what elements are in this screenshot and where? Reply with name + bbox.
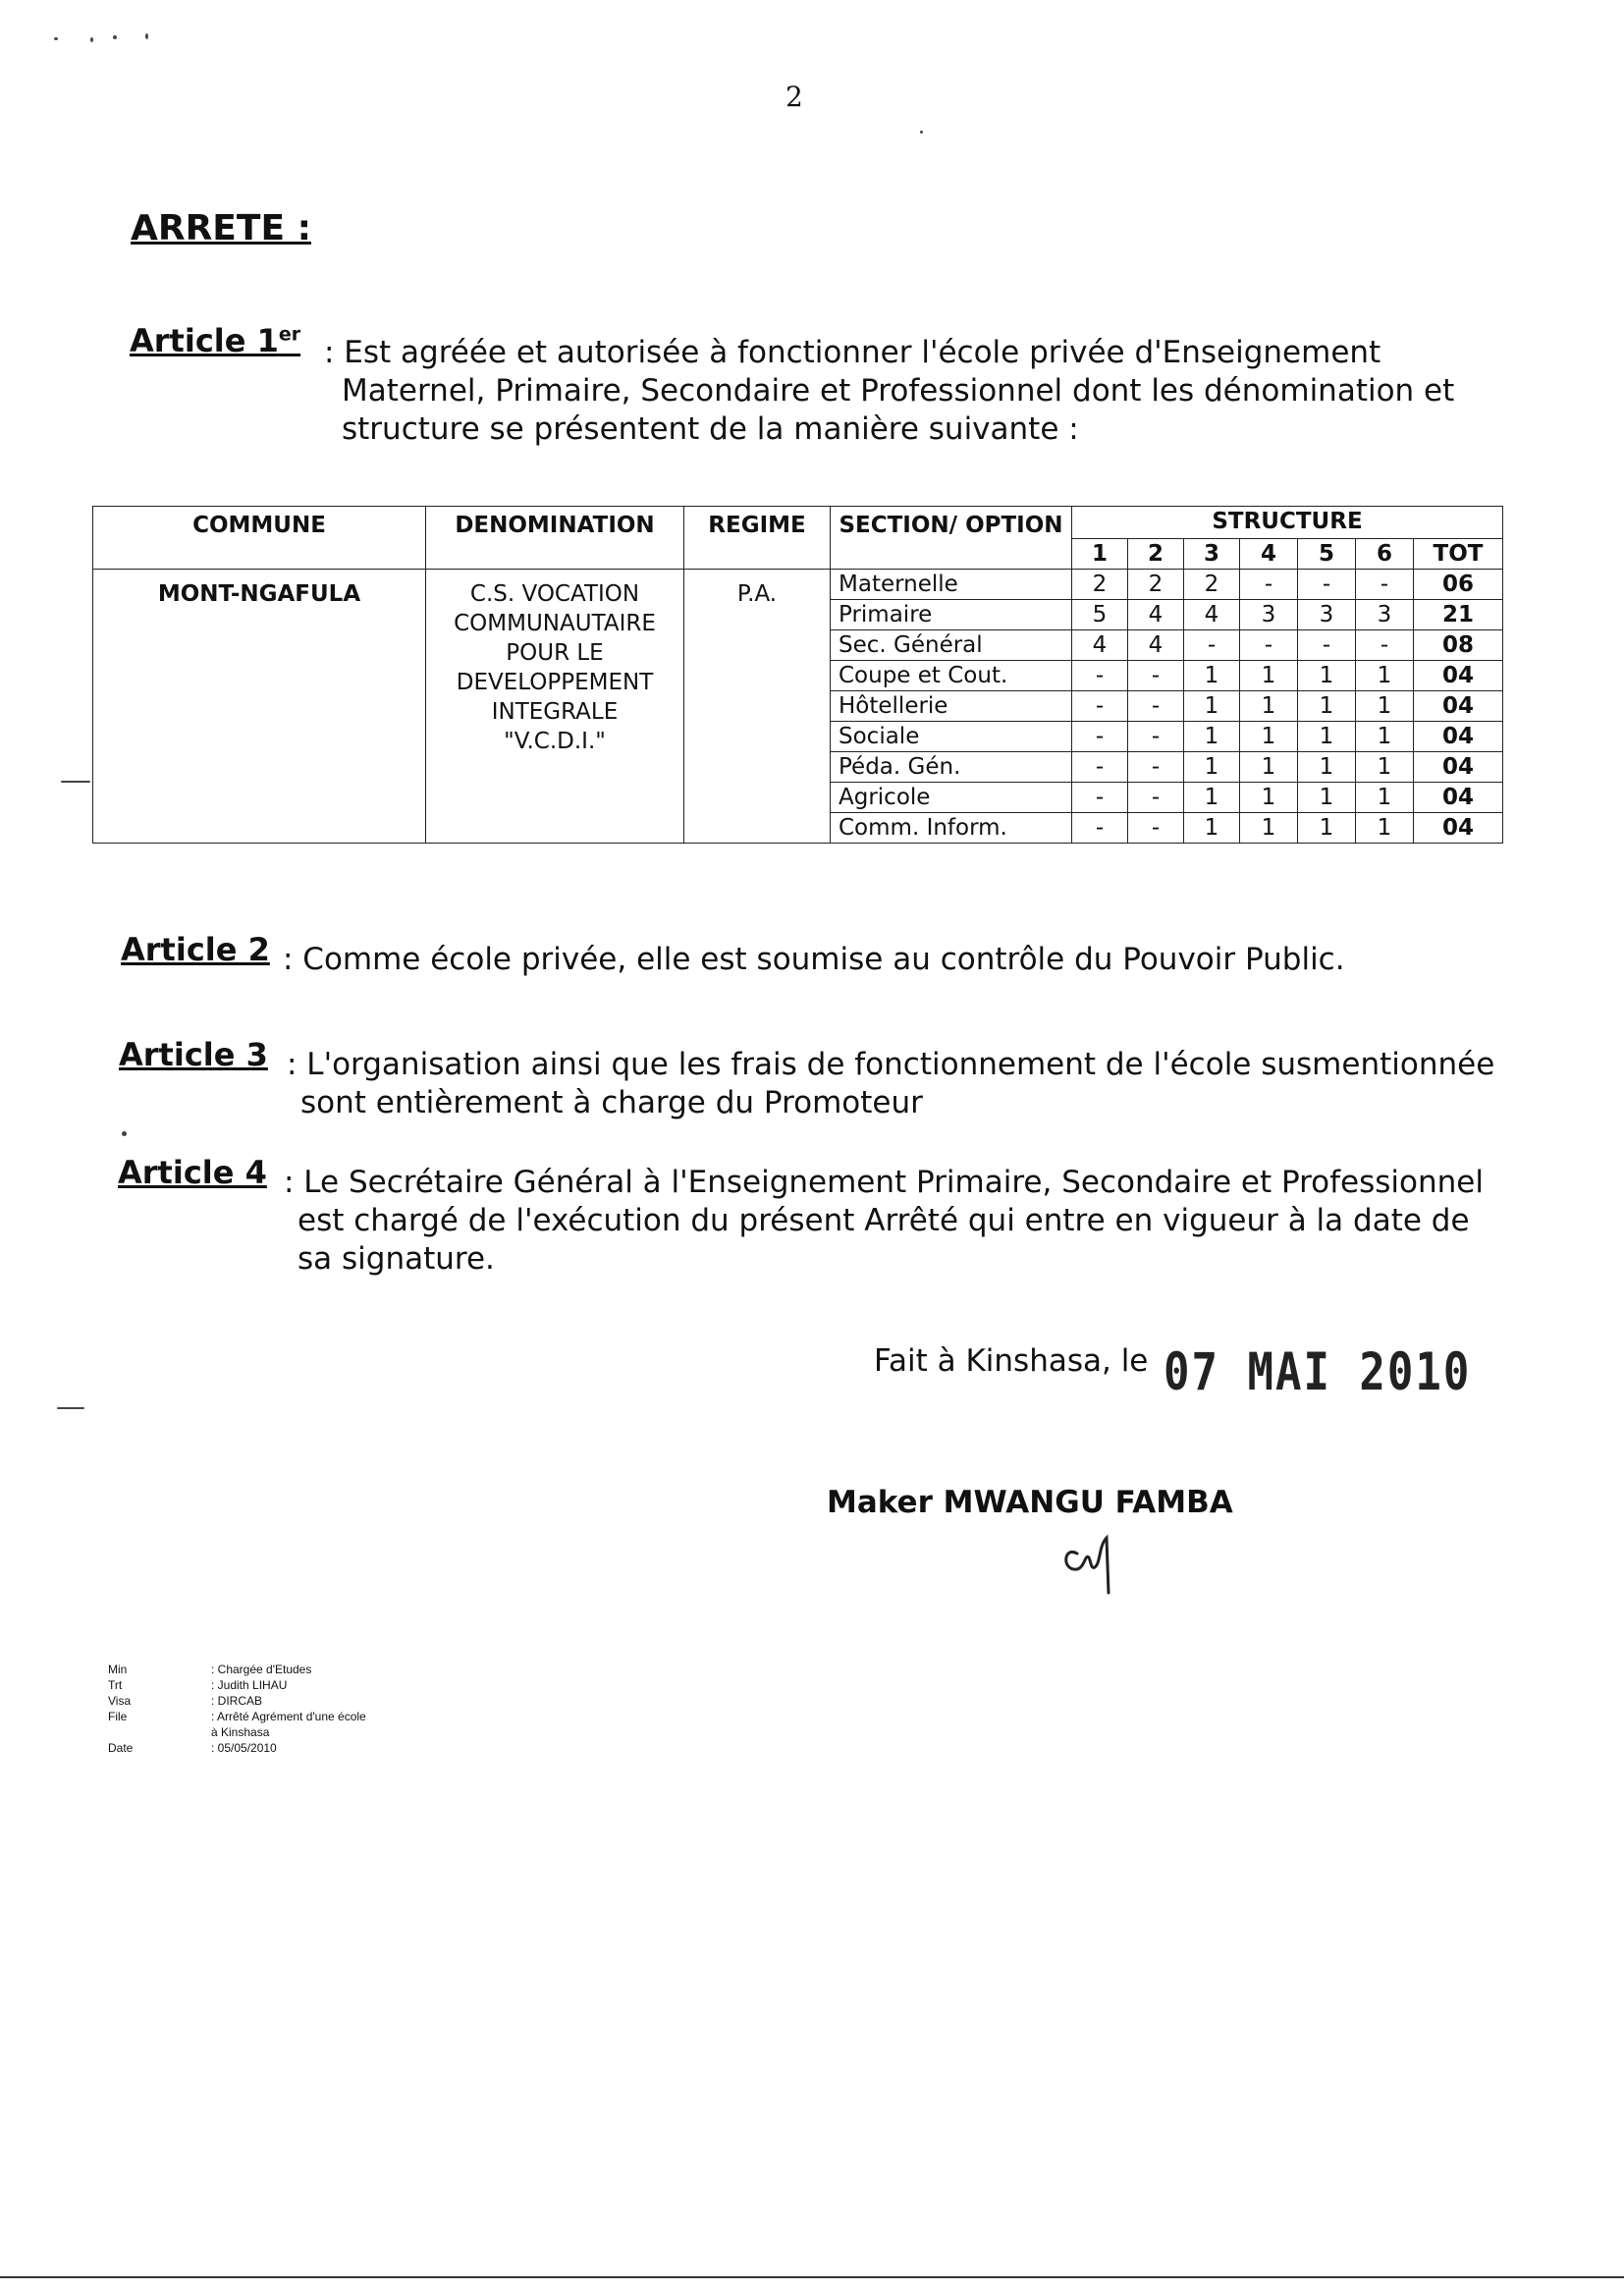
page-bottom-rule [0,2276,1624,2278]
cell-value: - [1128,783,1184,813]
article-3-label: Article 3 [119,1036,268,1073]
article-1-label [130,322,300,359]
cell-value: - [1128,691,1184,722]
scan-speck [113,35,117,39]
cell-value: 1 [1298,783,1356,813]
scan-speck [57,1407,84,1409]
cell-section: Coupe et Cout. [831,661,1072,691]
table-row [93,570,1503,600]
cell-value: 1 [1184,752,1240,783]
reference-key: Min [108,1663,128,1676]
cell-value: 1 [1356,752,1414,783]
cell-value: - [1240,570,1298,600]
cell-value: - [1072,813,1128,844]
cell-value: 1 [1240,691,1298,722]
denomination-line: "V.C.D.I." [504,729,606,754]
cell-value: 1 [1184,783,1240,813]
cell-value: 1 [1240,783,1298,813]
cell-value: 3 [1356,600,1414,630]
cell-value: 1 [1356,813,1414,844]
denomination-line: INTEGRALE [491,699,619,725]
cell-commune: MONT-NGAFULA [93,570,426,844]
article-1-label-text: Article 1 [130,322,279,359]
cell-section: Sociale [831,722,1072,752]
cell-total: 04 [1414,783,1503,813]
reference-row [108,1677,447,1693]
cell-value: 1 [1298,661,1356,691]
table-header-row [93,507,1503,539]
reference-value: : 05/05/2010 [211,1741,277,1755]
cell-value: - [1072,661,1128,691]
article-1-line: Maternel, Primaire, Secondaire et Professionnel dont les dénomination et [342,373,1455,409]
cell-value: 2 [1128,570,1184,600]
cell-value: 3 [1298,600,1356,630]
reference-value: : Judith LIHAU [211,1678,288,1692]
cell-value: 1 [1356,722,1414,752]
denomination-line: C.S. VOCATION [469,581,640,607]
cell-value: 1 [1298,722,1356,752]
article-2-text [283,941,1345,979]
cell-value: 1 [1184,813,1240,844]
header-col-2: 2 [1128,539,1184,570]
date-stamp: 07 MAI 2010 [1164,1341,1472,1403]
article-1-text [324,334,1454,449]
article-3-text [287,1046,1494,1122]
cell-value: - [1072,691,1128,722]
cell-value: - [1072,752,1128,783]
scan-speck [61,781,90,783]
cell-value: - [1356,570,1414,600]
place-date-text: Fait à Kinshasa, le [874,1343,1149,1379]
article-1-line: structure se présentent de la manière suivante : [342,411,1079,447]
denomination-line: POUR LE [506,640,604,666]
cell-value: 1 [1184,722,1240,752]
reference-value: : Arrêté Agrément d'une école [211,1710,366,1723]
article-4-line: : Le Secrétaire Général à l'Enseignement Primaire, Secondaire et Professionnel [284,1165,1484,1200]
reference-key: File [108,1710,128,1723]
header-col-tot: TOT [1414,539,1503,570]
cell-total: 04 [1414,813,1503,844]
cell-value: 1 [1298,691,1356,722]
reference-key [108,1724,211,1740]
article-2-line: : Comme école privée, elle est soumise au contrôle du Pouvoir Public. [283,942,1345,977]
signature-mark [1056,1532,1134,1601]
structure-table [92,506,1503,844]
cell-value: - [1128,752,1184,783]
cell-total: 04 [1414,691,1503,722]
cell-value: - [1072,722,1128,752]
cell-value: 4 [1128,600,1184,630]
header-col-3: 3 [1184,539,1240,570]
header-col-5: 5 [1298,539,1356,570]
cell-value: 5 [1072,600,1128,630]
article-1-line: : Est agréée et autorisée à fonctionner l'école privée d'Enseignement [324,335,1381,370]
header-col-6: 6 [1356,539,1414,570]
cell-value: 1 [1356,661,1414,691]
cell-value: 4 [1184,600,1240,630]
header-structure: STRUCTURE [1072,507,1503,539]
article-3-line: : L'organisation ainsi que les frais de fonctionnement de l'école susmentionnée [287,1047,1495,1082]
cell-value: 1 [1240,722,1298,752]
cell-value: 4 [1072,630,1128,661]
cell-total: 04 [1414,722,1503,752]
cell-value: 1 [1298,752,1356,783]
scan-speck [122,1131,127,1136]
header-col-1: 1 [1072,539,1128,570]
cell-value: 1 [1298,813,1356,844]
cell-section: Comm. Inform. [831,813,1072,844]
cell-value: 4 [1128,630,1184,661]
article-4-label: Article 4 [118,1154,267,1191]
cell-value: 2 [1072,570,1128,600]
denomination-line: DEVELOPPEMENT [456,670,654,695]
reference-value: : Chargée d'Etudes [211,1663,312,1676]
cell-value: - [1128,813,1184,844]
denomination-line: COMMUNAUTAIRE [454,611,656,636]
cell-value: - [1128,661,1184,691]
cell-value: 1 [1184,691,1240,722]
reference-value: à Kinshasa [211,1725,270,1739]
page-number: 2 [785,81,803,113]
cell-value: - [1356,630,1414,661]
reference-row [108,1724,447,1740]
header-denomination: DENOMINATION [426,507,684,570]
reference-value: : DIRCAB [211,1694,263,1708]
cell-value: 1 [1240,813,1298,844]
arrete-heading: ARRETE : [131,208,311,248]
reference-row [108,1662,447,1677]
cell-total: 21 [1414,600,1503,630]
cell-value: 1 [1240,661,1298,691]
cell-total: 08 [1414,630,1503,661]
cell-value: - [1240,630,1298,661]
scan-speck [145,33,148,39]
cell-value: - [1298,570,1356,600]
cell-value: 1 [1356,691,1414,722]
cell-section: Primaire [831,600,1072,630]
reference-key: Visa [108,1694,132,1708]
cell-value: 1 [1184,661,1240,691]
scan-speck [920,131,923,134]
reference-row [108,1740,447,1756]
article-1-label-sup: er [278,323,301,346]
reference-block [108,1662,447,1756]
article-2-label: Article 2 [121,931,270,968]
cell-total: 04 [1414,752,1503,783]
article-3-line: sont entièrement à charge du Promoteur [300,1085,923,1120]
cell-total: 04 [1414,661,1503,691]
cell-value: 1 [1240,752,1298,783]
cell-value: - [1184,630,1240,661]
cell-value: - [1072,783,1128,813]
cell-value: - [1298,630,1356,661]
cell-total: 06 [1414,570,1503,600]
cell-value: 1 [1356,783,1414,813]
header-section-option: SECTION/ OPTION [831,507,1072,570]
cell-section: Hôtellerie [831,691,1072,722]
cell-value: 3 [1240,600,1298,630]
reference-key: Date [108,1741,134,1755]
cell-section: Sec. Général [831,630,1072,661]
header-regime: REGIME [684,507,831,570]
cell-regime: P.A. [684,570,831,844]
article-4-line: sa signature. [298,1241,495,1277]
cell-value: 2 [1184,570,1240,600]
reference-row [108,1693,447,1709]
cell-section: Maternelle [831,570,1072,600]
header-col-4: 4 [1240,539,1298,570]
cell-section: Agricole [831,783,1072,813]
cell-value: - [1128,722,1184,752]
signer-name: Maker MWANGU FAMBA [827,1485,1233,1520]
article-4-line: est chargé de l'exécution du présent Arrêté qui entre en vigueur à la date de [298,1203,1470,1238]
scan-speck [90,37,93,42]
reference-key: Trt [108,1678,123,1692]
article-4-text [284,1164,1484,1279]
reference-row [108,1709,447,1724]
cell-section: Péda. Gén. [831,752,1072,783]
cell-denomination [426,570,684,844]
scan-speck [54,37,58,40]
header-commune: COMMUNE [93,507,426,570]
